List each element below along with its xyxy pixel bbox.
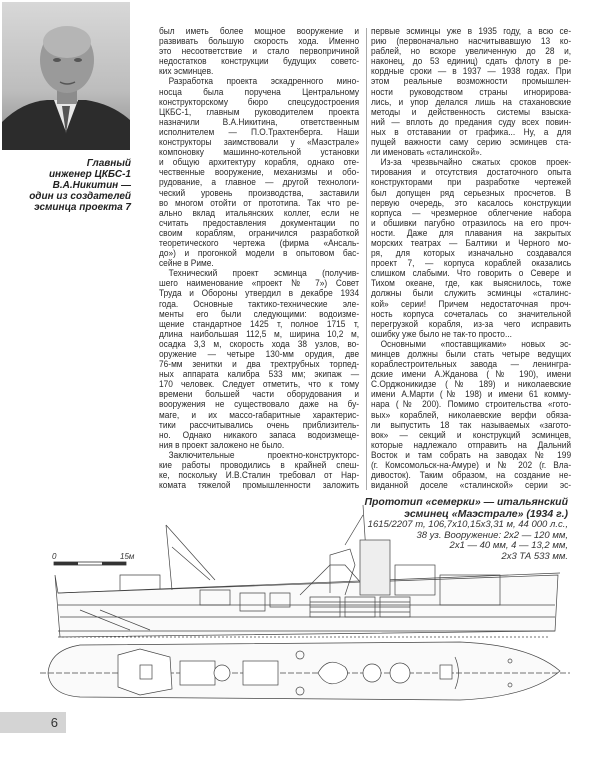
text-line: рию (первоначально насчитывавшую 13 ко- bbox=[371, 36, 572, 48]
caption-line: В.А.Никитин — bbox=[52, 180, 131, 191]
text-line: лись, и упор делался лишь на стахановские bbox=[371, 96, 572, 108]
text-line: года. Основные тактико-технические эле- bbox=[159, 298, 360, 310]
text-line: ных в отставании от графика... Ну, а для bbox=[371, 126, 572, 138]
text-line: которые надлежало отправить на Дальний bbox=[371, 439, 572, 451]
text-line: ных аппарата калибра 533 мм; экипаж — bbox=[159, 369, 360, 381]
text-line: первую очередь, это касалось конструкции bbox=[371, 197, 572, 209]
text-line: ких эсминцев. bbox=[159, 66, 214, 78]
paragraph bbox=[159, 77, 359, 269]
ship-title-line: Прототип «семерки» — итальянский bbox=[364, 496, 568, 508]
text-line: своим кораблям, ограничился разработкой bbox=[159, 227, 360, 239]
text-line: Из-за чрезвычайно сжатых сроков проек- bbox=[380, 157, 572, 169]
text-line: щение стандартное 1425 т, полное 1715 т, bbox=[159, 318, 360, 330]
ship-drawing bbox=[0, 505, 600, 705]
text-line: ли выпустить 18 так называемых «загото- bbox=[371, 419, 572, 431]
text-line: кие работы проводились в крайней спеш- bbox=[159, 460, 360, 472]
portrait-image bbox=[2, 2, 130, 150]
text-line: имени А.Марти (№ 198) и имени 61 комму- bbox=[371, 389, 572, 401]
text-line: ческий уровень производства, заставили bbox=[159, 187, 360, 199]
text-line: перегрузкой корабля, из-за чего исправить bbox=[371, 318, 572, 330]
ship-spec-line: 1615/2207 т, 106,7х10,15х3,31 м, 44 000 л.с., bbox=[367, 519, 568, 530]
text-line: тики рассчитывались очень приблизитель- bbox=[159, 419, 360, 431]
text-line: виданной доселе «сталинской» серии эс- bbox=[371, 480, 572, 492]
text-line: пущей важности саму серию эсминцев ста- bbox=[371, 137, 572, 149]
text-line: 76-мм зенитки и два трехтрубных торпед- bbox=[159, 359, 360, 371]
text-line: дивосток). Таким образом, на создание не- bbox=[371, 470, 572, 482]
text-line: вок» — секций и конструкций эсминцев, bbox=[371, 429, 572, 441]
text-line: менты его были следующими: водоизме- bbox=[159, 308, 360, 320]
text-line: Труда и Обороны утвердил в декабре 1934 bbox=[159, 288, 360, 300]
text-line: комата тяжелой промышленности заложить bbox=[159, 480, 360, 492]
text-line: нара (№ 200). Помимо строительства «гото- bbox=[371, 399, 572, 411]
text-line: был допущен ряд серьезных просчетов. В bbox=[371, 187, 572, 199]
text-line: вых» кораблей, николаевские верфи обяза- bbox=[371, 409, 572, 421]
page-number: 6 bbox=[50, 715, 58, 730]
text-line: Восток и там собрать на заводах № 199 bbox=[371, 449, 572, 461]
text-line: длина наибольшая 112,5 м, ширина 10,2 м, bbox=[159, 328, 360, 340]
text-line: недостатков конструкции будущих советс- bbox=[159, 56, 360, 68]
scale-end-label: 15м bbox=[120, 552, 135, 561]
text-line: конструкторскому бюро спецсудостроения bbox=[159, 96, 360, 108]
text-line: сейне в Риме. bbox=[159, 258, 214, 270]
text-line: методы и действенность системы взыска- bbox=[371, 106, 572, 118]
right-text-column bbox=[371, 27, 571, 491]
text-line: конструкторы заимствовали у «Маэстрале» bbox=[159, 137, 360, 149]
text-line: дские имени А.Жданова (№ 190), имени bbox=[371, 369, 572, 381]
text-line: ность корпуса сочеталась со значительной bbox=[371, 308, 572, 320]
text-line: Основными «поставщиками» новых эс- bbox=[380, 338, 572, 350]
text-line: ошибку уже было не так-то просто... bbox=[371, 328, 512, 340]
column-divider bbox=[366, 28, 367, 490]
text-line: времени большей части оборудования и bbox=[159, 389, 360, 401]
text-line: маге, и их массо-габаритные характерис- bbox=[159, 409, 360, 421]
ship-spec-line: 2х3 ТА 533 мм. bbox=[501, 550, 568, 562]
text-line: минцев должны были стать четыре ведущих bbox=[371, 349, 572, 360]
paragraph bbox=[159, 27, 359, 77]
text-line: ности руководством страны игнорирова- bbox=[371, 86, 572, 98]
ship-plan-view bbox=[40, 642, 570, 700]
text-line: ли именовать «сталинской». bbox=[371, 147, 482, 159]
text-line: теоретического чертежа (фирма «Ансаль- bbox=[159, 237, 360, 249]
text-line: осадка 3,3 м, скорость хода 38 узлов, во- bbox=[159, 338, 360, 350]
text-line: должны были служить эсминцы «сталинс- bbox=[371, 288, 572, 300]
text-line: (г. Комсомольск-на-Амуре) и № 202 (г. Вла- bbox=[371, 460, 572, 472]
text-line: кой» серии! Причем недостаточная проч- bbox=[371, 298, 572, 310]
text-line: тирования и отсутствия достаточного опыта bbox=[371, 167, 572, 179]
text-line: но. Однако никакого запаса водоизмеще- bbox=[159, 429, 360, 441]
text-line: раблей, но вскоре увеличенную до 28 и, bbox=[371, 46, 572, 58]
text-line: был иметь более мощное вооружение и bbox=[159, 26, 360, 37]
text-line: Заключительные проектно-конструкторс- bbox=[168, 449, 360, 461]
text-line: чественные вооружение, механизмы и обо- bbox=[159, 167, 360, 179]
caption-line: Главный bbox=[86, 158, 131, 169]
text-line: до») и прогонкой модели в опытовом бас- bbox=[159, 248, 360, 260]
page-number-tab bbox=[0, 712, 66, 733]
text-line: и общую архитектуру корабля, однако оте- bbox=[159, 157, 360, 169]
text-line: конструкторами при разработке чертежей bbox=[371, 177, 572, 189]
middle-text-column bbox=[159, 27, 359, 491]
text-line: развивать большую скорость хода. Именно bbox=[159, 36, 360, 48]
text-line: проект 7, — корпуса кораблей оказались bbox=[371, 258, 572, 270]
text-line: кораблестроительных завода — ленингра- bbox=[371, 359, 572, 371]
text-line: Технический проект эсминца (получив- bbox=[168, 268, 360, 280]
photo-caption bbox=[0, 158, 131, 213]
text-line: носца была поручена Центральному bbox=[159, 86, 360, 98]
portrait-photo bbox=[2, 2, 130, 150]
paragraph bbox=[159, 451, 359, 491]
text-line: рудование, а главное — другой технологи- bbox=[159, 177, 360, 189]
text-line: слишком слабыми. Что говорить о Севере и bbox=[371, 268, 572, 280]
paragraph bbox=[159, 269, 359, 451]
paragraph bbox=[371, 27, 571, 158]
text-line: ЦКБС-1, главным руководителем проекта bbox=[159, 106, 360, 118]
text-line: во многом отойти от прототипа. Так что ре- bbox=[159, 197, 360, 209]
text-line: первые эсминцы уже в 1935 году, а всю се- bbox=[371, 26, 572, 37]
text-line: С.Орджоникидзе (№ 189) и николаевские bbox=[371, 379, 572, 391]
ship-spec-line: 38 уз. Вооружение: 2х2 — 120 мм, bbox=[416, 529, 568, 541]
text-line: считать предоставления документации по bbox=[159, 217, 360, 229]
text-line: ности. Даже для плавания на закрытых bbox=[371, 227, 572, 239]
text-line: и обшивки пагубно отразилось на его проч- bbox=[371, 217, 572, 229]
text-line: Разработка проекта эскадренного мино- bbox=[168, 76, 360, 88]
caption-line: один из создателей bbox=[29, 191, 131, 202]
paragraph bbox=[371, 340, 571, 491]
text-line: ний — вплоть до предания суду всех повин- bbox=[371, 116, 572, 128]
ship-spec-line: 2х1 — 40 мм, 4 — 13,2 мм, bbox=[449, 540, 568, 551]
text-line: кордные сроки — в 1937 — 1938 годах. При bbox=[371, 66, 572, 78]
ship-title-line: эсминец «Маэстрале» (1934 г.) bbox=[404, 507, 568, 520]
text-line: ря, для которых изначально создавался bbox=[371, 248, 572, 260]
text-line: морских театрах — Балтики и Черного мо- bbox=[371, 237, 572, 249]
text-line: Тихом океане, где, как выяснилось, тоже bbox=[371, 278, 572, 290]
text-line: это несоответствие и стало первопричиной bbox=[159, 46, 360, 58]
text-line: ке, поскольку И.В.Сталин требовал от Нар- bbox=[159, 470, 360, 482]
caption-line: инженер ЦКБС-1 bbox=[48, 169, 131, 180]
paragraph bbox=[371, 158, 571, 340]
text-line: этом реальные возможности промышлен- bbox=[371, 76, 572, 88]
text-line: ния в проект заложено не было. bbox=[159, 439, 285, 451]
text-line: ально вклад итальянских коллег, если не bbox=[159, 207, 360, 219]
text-line: исполнителем — П.О.Трахтенберга. Наши bbox=[159, 126, 360, 138]
scale-bar bbox=[52, 552, 135, 565]
scale-start-label: 0 bbox=[52, 552, 57, 561]
text-line: назначили В.А.Никитина, ответственным bbox=[159, 116, 360, 128]
caption-line: эсминца проекта 7 bbox=[34, 202, 131, 213]
text-line: вооружения не существовало даже на бу- bbox=[159, 399, 360, 411]
text-line: оружение — четыре 130-мм орудия, две bbox=[159, 349, 360, 360]
text-line: компоновку машинно-котельной установки bbox=[159, 147, 360, 159]
text-line: шего наименование «проект № 7») Совет bbox=[159, 278, 360, 290]
text-line: наконец, до 53 единиц) сдать флоту в ре- bbox=[371, 56, 572, 68]
text-line: корпуса — чрезмерное облегчение набора bbox=[371, 207, 572, 219]
text-line: 170 человек. Следует отметить, что к тому bbox=[159, 379, 360, 391]
ship-profile bbox=[55, 505, 560, 637]
